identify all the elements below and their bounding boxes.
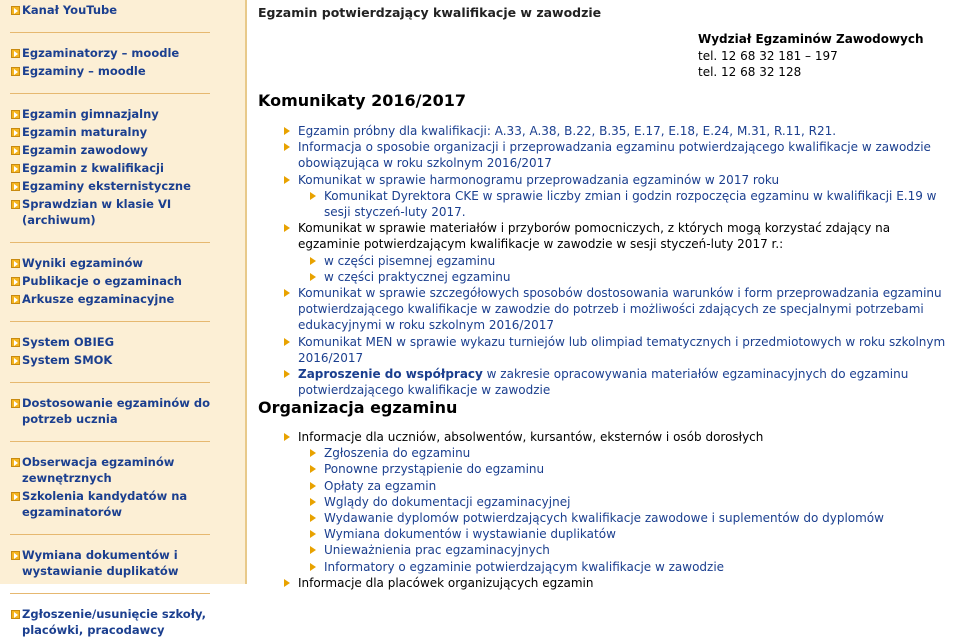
- list-item[interactable]: [306, 510, 955, 526]
- arrow-bullet-icon: [10, 106, 22, 122]
- sidebar-item[interactable]: [10, 352, 245, 368]
- list-item[interactable]: [280, 334, 955, 366]
- sidebar-item-link[interactable]: Egzamin gimnazjalny: [22, 107, 159, 121]
- list-item-link[interactable]: w zakresie opracowywania materiałów egzaminacyjnych do egzaminu potwierdzającego kwalifikacje w zawodzie: [298, 367, 909, 398]
- sidebar-item[interactable]: [10, 547, 245, 579]
- list-item[interactable]: [280, 139, 955, 171]
- sidebar-item-link[interactable]: Arkusze egzaminacyjne: [22, 292, 175, 306]
- sidebar-item-link[interactable]: Szkolenia kandydatów na egzaminatorów: [22, 489, 188, 519]
- list-item-link[interactable]: Egzamin próbny dla kwalifikacji: A.33, A.38, B.22, B.35, E.17, E.18, E.24, M.31, R.11, R21.: [298, 124, 837, 138]
- arrow-bullet-icon: [10, 178, 22, 194]
- sidebar-item-link[interactable]: System SMOK: [22, 353, 113, 367]
- sidebar-item[interactable]: [10, 488, 245, 520]
- sidebar-item-link[interactable]: Egzaminy – moodle: [22, 64, 146, 78]
- sidebar-group: [0, 106, 245, 228]
- sidebar-group: [0, 334, 245, 368]
- list-item-text: Informacje dla placówek organizujących egzamin: [298, 575, 594, 590]
- arrow-bullet-icon: [10, 160, 22, 176]
- sidebar-item[interactable]: [10, 160, 245, 176]
- sidebar-separator: [10, 593, 210, 594]
- arrow-bullet-icon: [10, 547, 22, 563]
- komunikaty-list: [280, 123, 955, 398]
- sidebar-group: [0, 255, 245, 307]
- list-item[interactable]: [306, 445, 955, 461]
- sidebar-item[interactable]: [10, 142, 245, 158]
- list-item-link[interactable]: Komunikat w sprawie szczegółowych sposobów dostosowania warunków i form przeprowadzania egzaminu potwierdzającego kwalifikacje w zawodzie do potrzeb i możliwości zdających ze specjalnymi potrzebami edukacyjnymi w roku szkolnym 2016/2017: [298, 286, 942, 333]
- sidebar-group: [0, 395, 245, 427]
- sidebar-separator: [10, 441, 210, 442]
- sidebar-nav: [0, 0, 247, 637]
- list-item-link[interactable]: Wydawanie dyplomów potwierdzających kwalifikacje zawodowe i suplementów do dyplomów: [324, 511, 884, 526]
- organizacja-list: [280, 429, 955, 591]
- list-item[interactable]: [306, 559, 955, 575]
- sidebar-item-link[interactable]: Dostosowanie egzaminów do potrzeb ucznia: [22, 396, 211, 426]
- contact-block: [698, 31, 924, 81]
- arrow-bullet-icon: [10, 606, 22, 622]
- arrow-bullet-icon: [10, 255, 22, 271]
- arrow-bullet-icon: [10, 45, 22, 61]
- sidebar-group: [0, 547, 245, 579]
- list-item-link[interactable]: Ponowne przystąpienie do egzaminu: [324, 462, 545, 477]
- sidebar-item-link[interactable]: System OBIEG: [22, 335, 115, 349]
- list-item-link[interactable]: Informacja o sposobie organizacji i przeprowadzania egzaminu potwierdzającego kwalifikacje w zawodzie obowiązująca w roku szkolnym 2016/2017: [298, 140, 931, 171]
- sidebar-item[interactable]: [10, 178, 245, 194]
- page-breadcrumb: Egzamin potwierdzający kwalifikacje w zawodzie: [258, 5, 602, 20]
- sidebar-item[interactable]: [10, 454, 245, 486]
- sidebar-item-link[interactable]: Kanał YouTube: [22, 3, 118, 17]
- sidebar-group: [0, 454, 245, 520]
- list-item-link[interactable]: Komunikat w sprawie harmonogramu przeprowadzania egzaminów w 2017 roku: [298, 172, 780, 187]
- sidebar-separator: [10, 93, 210, 94]
- sidebar-separator: [10, 534, 210, 535]
- list-item-link[interactable]: Wymiana dokumentów i wystawianie duplikatów: [324, 527, 616, 542]
- list-item-link[interactable]: Zgłoszenia do egzaminu: [324, 446, 471, 461]
- arrow-bullet-icon: [10, 142, 22, 158]
- arrow-bullet-icon: [10, 273, 22, 289]
- arrow-bullet-icon: [10, 2, 22, 18]
- sidebar-item-link[interactable]: Wymiana dokumentów i wystawianie duplikatów: [22, 548, 179, 578]
- sidebar-item-link[interactable]: Obserwacja egzaminów zewnętrznych: [22, 455, 175, 485]
- contact-tel-1: tel. 12 68 32 181 – 197: [698, 48, 838, 63]
- arrow-bullet-icon: [10, 196, 22, 212]
- sidebar-group: [0, 45, 245, 79]
- sidebar-separator: [10, 382, 210, 383]
- list-item-text: Komunikat w sprawie materiałów i przyborów pomocniczych, z których mogą korzystać zdający na egzaminie potwierdzającym kwalifikacje w zawodzie w sesji styczeń-luty 2017 r.:: [298, 221, 891, 252]
- list-item-text: Informacje dla uczniów, absolwentów, kursantów, eksternów i osób dorosłych: [298, 430, 764, 444]
- sidebar-item-link[interactable]: Sprawdzian w klasie VI (archiwum): [22, 197, 172, 227]
- arrow-bullet-icon: [10, 334, 22, 350]
- contact-dept: Wydział Egzaminów Zawodowych: [698, 32, 924, 46]
- list-item: [280, 429, 955, 445]
- list-item-link[interactable]: Opłaty za egzamin: [324, 478, 437, 493]
- sidebar-item[interactable]: [10, 45, 245, 61]
- arrow-bullet-icon: [10, 488, 22, 504]
- sidebar-item[interactable]: [10, 273, 245, 289]
- list-item: [280, 575, 955, 591]
- sidebar-item[interactable]: [10, 63, 245, 79]
- arrow-bullet-icon: [10, 395, 22, 411]
- arrow-bullet-icon: [10, 124, 22, 140]
- list-item[interactable]: [306, 253, 955, 269]
- list-item-link[interactable]: Komunikat MEN w sprawie wykazu turniejów lub olimpiad tematycznych i przedmiotowych w roku szkolnym 2016/2017: [298, 334, 946, 365]
- section-title-organizacja: Organizacja egzaminu: [258, 398, 458, 417]
- sidebar-item-link[interactable]: Egzamin z kwalifikacji: [22, 161, 164, 175]
- sidebar-item[interactable]: [10, 2, 245, 18]
- sidebar-item[interactable]: [10, 196, 245, 228]
- sidebar-item-link[interactable]: Egzamin maturalny: [22, 125, 148, 139]
- sidebar-separator: [10, 242, 210, 243]
- list-item-link[interactable]: w części praktycznej egzaminu: [324, 269, 511, 284]
- list-item[interactable]: [306, 478, 955, 494]
- list-item[interactable]: [306, 461, 955, 477]
- sidebar-group: [0, 606, 245, 638]
- sidebar-group: [0, 2, 245, 18]
- sidebar-item-link[interactable]: Wyniki egzaminów: [22, 256, 144, 270]
- list-item[interactable]: [280, 172, 955, 188]
- sidebar-item[interactable]: [10, 334, 245, 350]
- list-item: [280, 220, 955, 252]
- sidebar-item[interactable]: [10, 291, 245, 307]
- sidebar-item-link[interactable]: Egzamin zawodowy: [22, 143, 148, 157]
- list-item-link[interactable]: Informatory o egzaminie potwierdzającym kwalifikacje w zawodzie: [324, 559, 725, 574]
- contact-tel-2: tel. 12 68 32 128: [698, 65, 802, 79]
- sidebar-item[interactable]: [10, 106, 245, 122]
- list-item[interactable]: [280, 123, 955, 139]
- arrow-bullet-icon: [10, 352, 22, 368]
- sidebar-item[interactable]: [10, 124, 245, 140]
- list-item-link[interactable]: Wglądy do dokumentacji egzaminacyjnej: [324, 494, 571, 509]
- sidebar-item-link[interactable]: Zgłoszenie/usunięcie szkoły, placówki, pracodawcy: [22, 607, 206, 637]
- sidebar-item[interactable]: [10, 395, 245, 427]
- list-item[interactable]: [306, 542, 955, 558]
- list-item[interactable]: [280, 366, 955, 398]
- list-item-link[interactable]: w części pisemnej egzaminu: [324, 253, 496, 268]
- arrow-bullet-icon: [10, 291, 22, 307]
- list-item-link[interactable]: Unieważnienia prac egzaminacyjnych: [324, 543, 550, 558]
- sidebar-item-link[interactable]: Egzaminy eksternistyczne: [22, 179, 191, 193]
- list-item[interactable]: [306, 269, 955, 285]
- section-title-komunikaty: Komunikaty 2016/2017: [258, 91, 467, 110]
- list-item-link-bold[interactable]: Zaproszenie do współpracy: [298, 367, 483, 382]
- list-item-link[interactable]: Komunikat Dyrektora CKE w sprawie liczby zmian i godzin rozpoczęcia egzaminu w kwalifikacji E.19 w sesji styczeń-luty 2017.: [324, 188, 937, 220]
- list-item[interactable]: [280, 285, 955, 334]
- sidebar-item[interactable]: [10, 606, 245, 638]
- sidebar-separator: [10, 321, 210, 322]
- list-item[interactable]: [306, 526, 955, 542]
- arrow-bullet-icon: [10, 454, 22, 470]
- sidebar-separator: [10, 32, 210, 33]
- list-item[interactable]: [306, 188, 955, 220]
- sidebar-item-link[interactable]: Egzaminatorzy – moodle: [22, 46, 180, 60]
- sidebar-item-link[interactable]: Publikacje o egzaminach: [22, 274, 182, 288]
- list-item[interactable]: [306, 494, 955, 510]
- sidebar-item[interactable]: [10, 255, 245, 271]
- arrow-bullet-icon: [10, 63, 22, 79]
